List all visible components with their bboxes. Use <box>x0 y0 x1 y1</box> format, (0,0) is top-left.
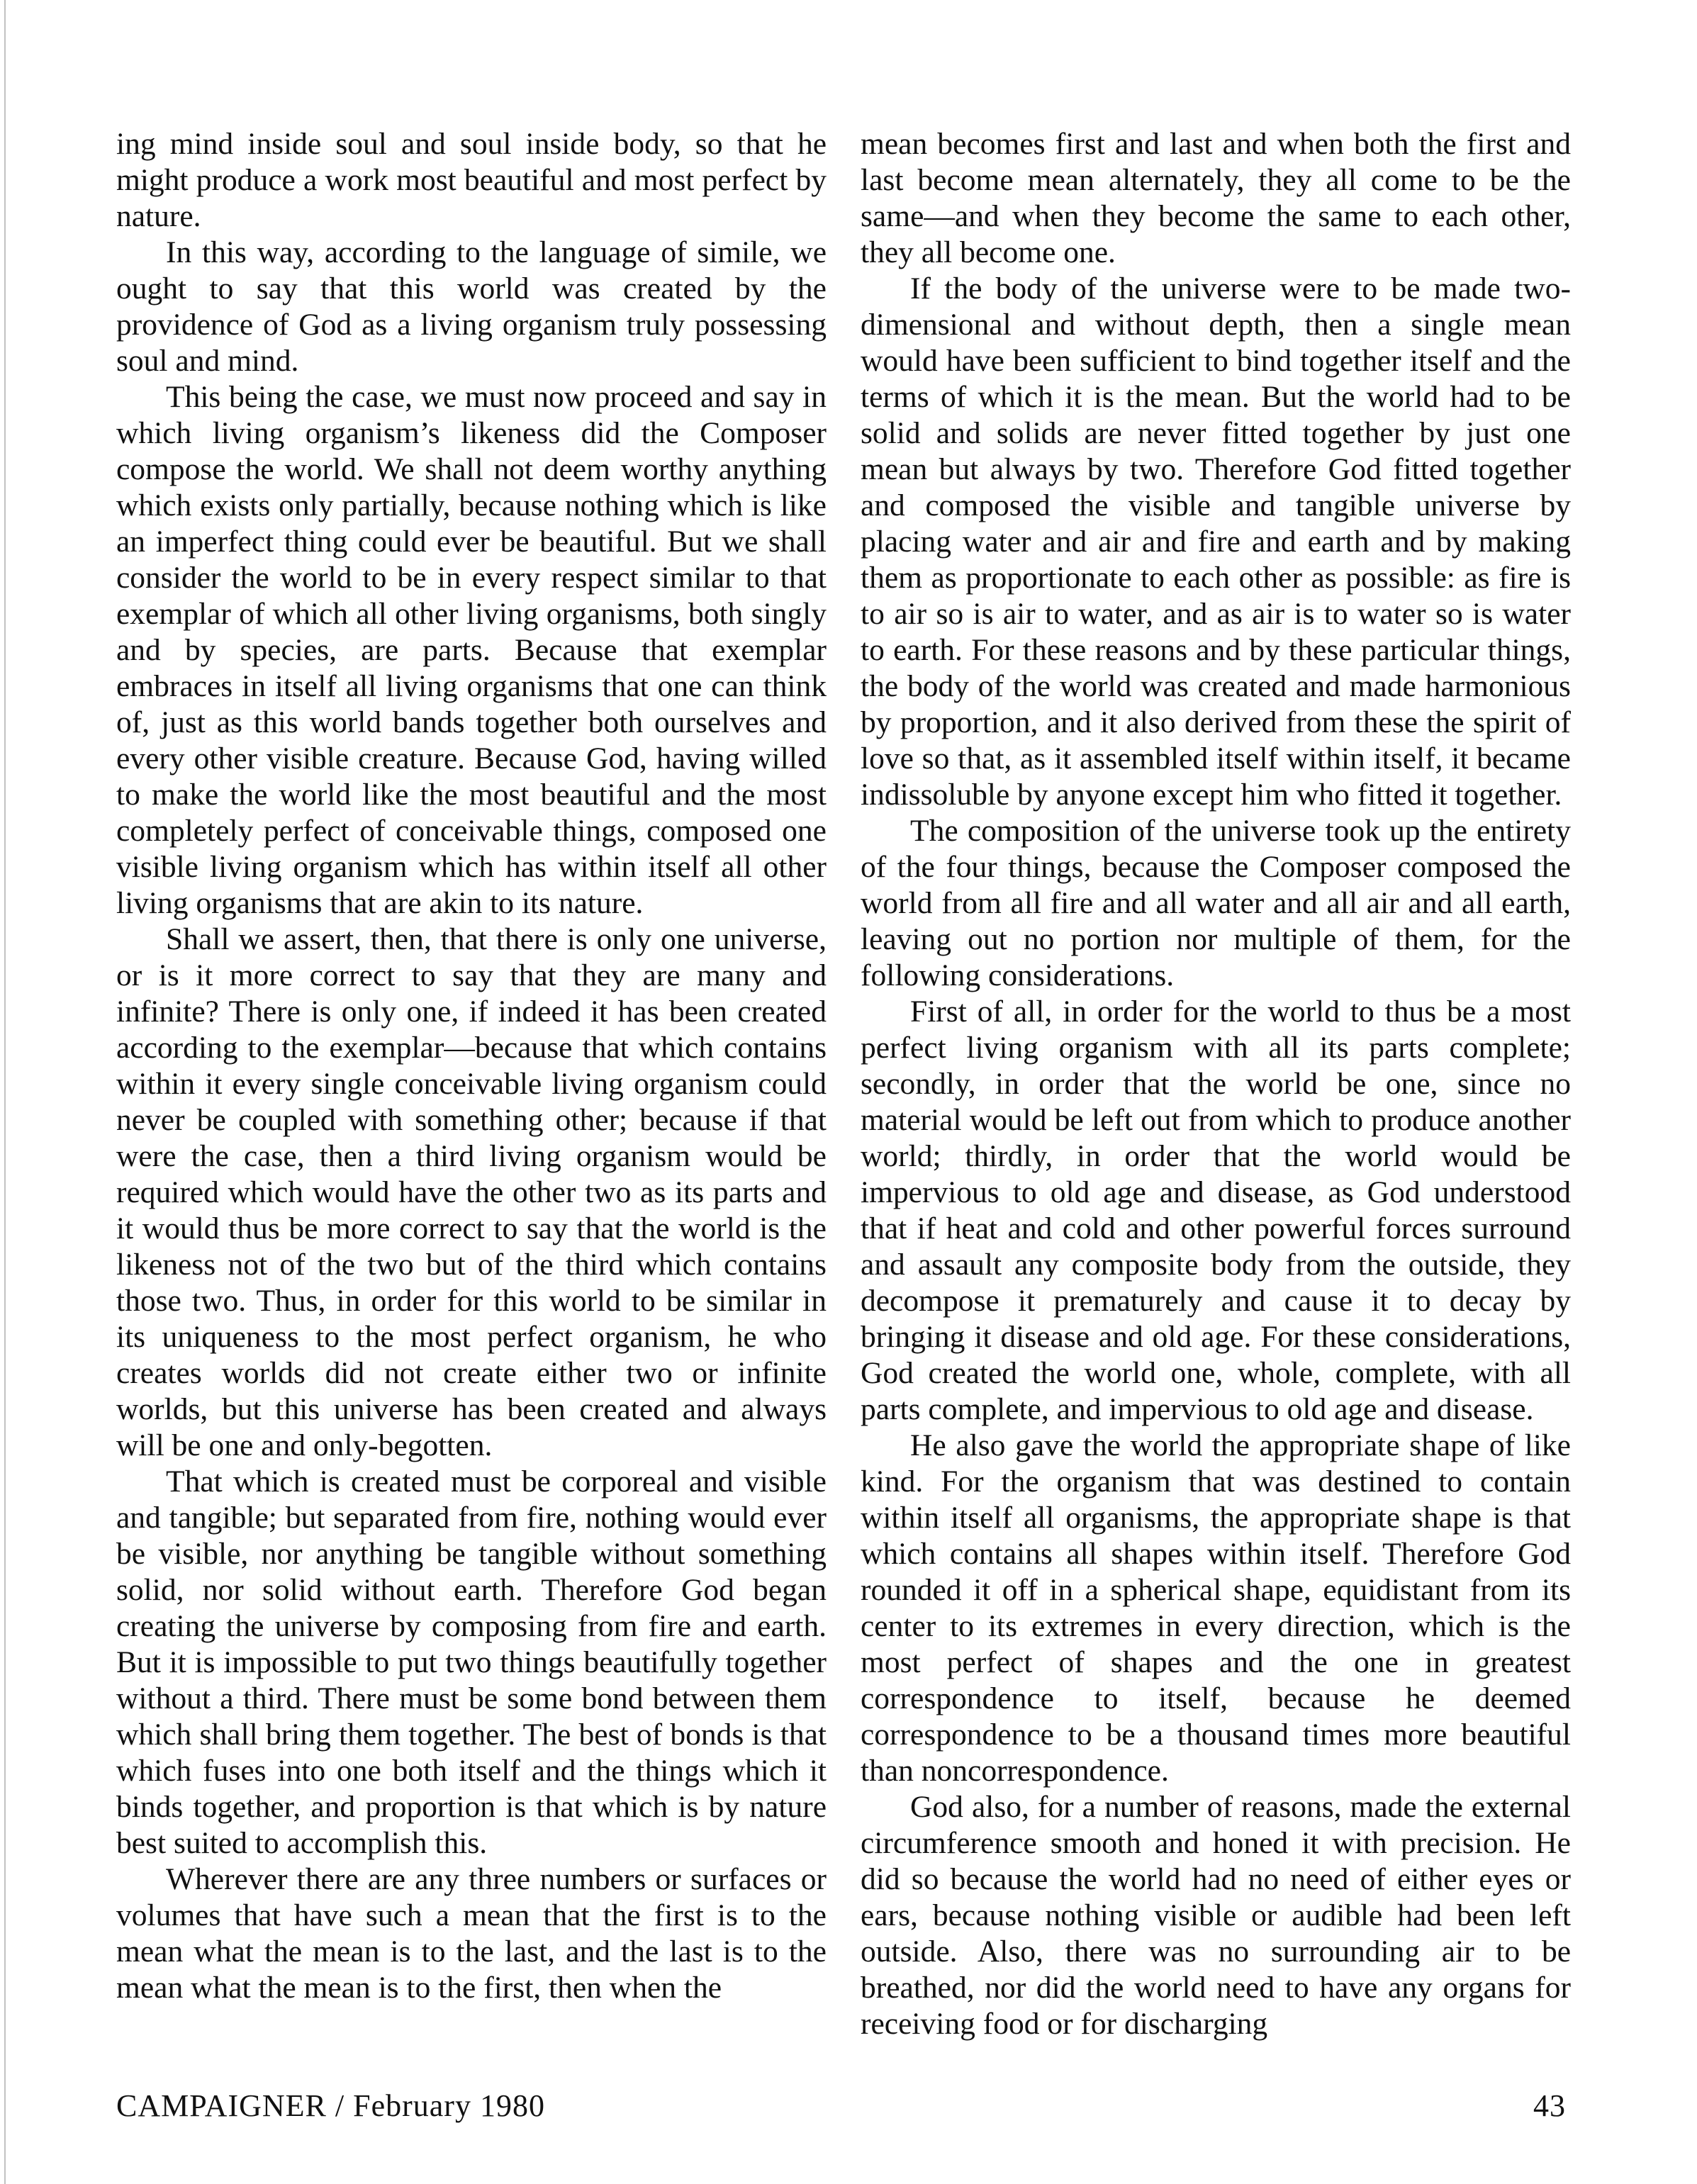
paragraph: This being the case, we must now proceed and say in which living organism’s likeness did the Composer compose the world. We shall not deem worthy anything which exists only partially, because nothing which is like an imperfect thing could ever be beautiful. But we shall consider the world to be in every respect similar to that exemplar of which all other living organisms, both singly and by species, are parts. Because that exemplar embraces in itself all living organisms that one can think of, just as this world bands together both ourselves and every other visible creature. Because God, having willed to make the world like the most beautiful and the most completely perfect of conceivable things, composed one visible living organism which has within itself all other living organisms that are akin to its nature. <box>116 380 827 920</box>
paragraph: He also gave the world the appropriate shape of like kind. For the organism that was destined to contain within itself all organisms, the appropriate shape is that which contains all shapes within itself. Therefore God rounded it off in a spherical shape, equidistant from its center to its extremes in every direction, which is the most perfect of shapes and the one in greatest correspondence to itself, because he deemed correspondence to be a thousand times more beautiful than noncorrespondence. <box>861 1428 1571 1788</box>
paragraph: If the body of the universe were to be made two-dimensional and without depth, then a single mean would have been sufficient to bind together itself and the terms of which it is the mean. But the world had to be solid and solids are never fitted together by just one mean but always by two. Therefore God fitted together and composed the visible and tangible universe by placing water and air and fire and earth and by making them as proportionate to each other as possible: as fire is to air so is air to water, and as air is to water so is water to earth. For these reasons and by these particular things, the body of the world was created and made harmonious by proportion, and it also derived from these the spirit of love so that, as it assembled itself within itself, it became indissoluble by anyone except him who fitted it together. <box>861 271 1571 812</box>
scan-edge-mark <box>4 0 10 2184</box>
paragraph: Shall we assert, then, that there is only one universe, or is it more correct to say that they are many and infinite? There is only one, if indeed it has been created according to the exemplar—because that which contains within it every single conceivable living organism could never be coupled with something other; because if that were the case, then a third living organism would be required which would have the other two as its parts and it would thus be more correct to say that the world is the likeness not of the two but of the third which contains those two. Thus, in order for this world to be similar in its uniqueness to the most perfect organism, he who creates worlds did not create either two or infinite worlds, but this universe has been created and always will be one and only-begotten. <box>116 922 827 1462</box>
paragraph: In this way, according to the language of simile, we ought to say that this world was created by the providence of God as a living organism truly possessing soul and mind. <box>116 235 827 378</box>
right-text-column <box>861 126 1571 2042</box>
publication-footer: CAMPAIGNER / February 1980 <box>116 2088 545 2123</box>
paragraph: God also, for a number of reasons, made the external circumference smooth and honed it with precision. He did so because the world had no need of either eyes or ears, because nothing visible or audible had been left outside. Also, there was no surrounding air to be breathed, nor did the world need to have any organs for receiving food or for discharging <box>861 1790 1571 2041</box>
left-text-column <box>116 126 827 2006</box>
paragraph: First of all, in order for the world to thus be a most perfect living organism with all its parts complete; secondly, in order that the world be one, since no material would be left out from which to produce another world; thirdly, in order that the world would be impervious to old age and disease, as God understood that if heat and cold and other powerful forces surround and assault any composite body from the outside, they decompose it prematurely and cause it to decay by bringing it disease and old age. For these considerations, God created the world one, whole, complete, with all parts complete, and impervious to old age and disease. <box>861 995 1571 1426</box>
paragraph: The composition of the universe took up the entirety of the four things, because the Composer composed the world from all fire and all water and all air and all earth, leaving out no portion nor multiple of them, for the following considerations. <box>861 814 1571 992</box>
paragraph-continued: mean becomes first and last and when both the first and last become mean alternately, they all come to be the same—and when they become the same to each other, they all become one. <box>861 127 1571 269</box>
page-number: 43 <box>1533 2088 1566 2123</box>
paragraph: Wherever there are any three numbers or surfaces or volumes that have such a mean that the first is to the mean what the mean is to the last, and the last is to the mean what the mean is to the first, then when the <box>116 1862 827 2005</box>
paragraph: That which is created must be corporeal and visible and tangible; but separated from fire, nothing would ever be visible, nor anything be tangible without something solid, nor solid without earth. Therefore God began creating the universe by composing from fire and earth. But it is impossible to put two things beautifully together without a third. There must be some bond between them which shall bring them together. The best of bonds is that which fuses into one both itself and the things which it binds together, and proportion is that which is by nature best suited to accomplish this. <box>116 1465 827 1860</box>
paragraph-continued: ing mind inside soul and soul inside body, so that he might produce a work most beautiful and most perfect by nature. <box>116 127 827 233</box>
